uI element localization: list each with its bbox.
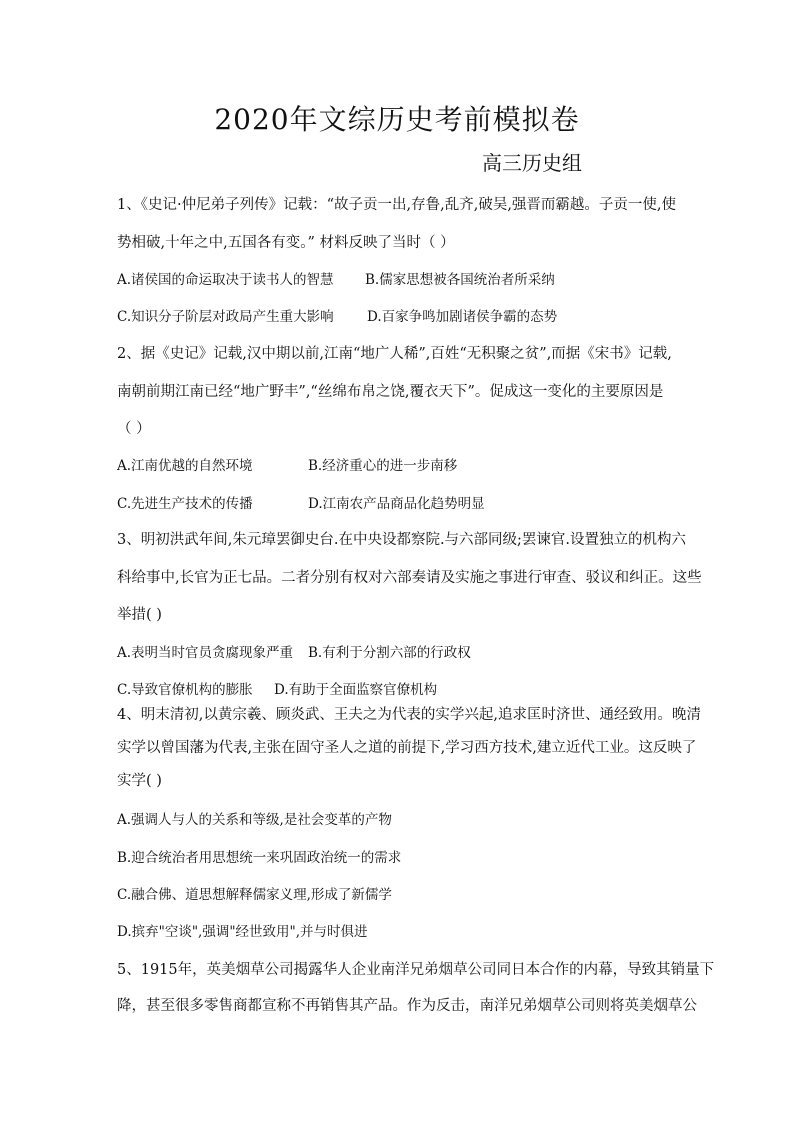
question-2-line-3: （ ） (117, 421, 151, 437)
question-2-option-b: B.经济重心的进一步南移 (308, 458, 458, 474)
question-4-option-b: B.迎合统治者用思想统一来巩固政治统一的需求 (117, 850, 402, 866)
question-4-line-3: 实学( ) (117, 773, 162, 789)
question-4-line-2: 实学以曾国藩为代表,主张在固守圣人之道的前提下,学习西方技术,建立近代工业。这反映了 (117, 740, 697, 756)
question-4-option-a: A.强调人与人的关系和等级,是社会变革的产物 (117, 812, 392, 828)
page-title: 2020年文综历史考前模拟卷 (214, 103, 580, 136)
question-4-option-d: D.摈弃"空谈",强调"经世致用",并与时俱进 (117, 924, 368, 940)
question-5-line-2: 降，甚至很多零售商都宣称不再销售其产品。作为反击，南洋兄弟烟草公司则将英美烟草公 (117, 998, 697, 1014)
question-2-line-2: 南朝前期江南已经“地广野丰”,“丝绵布帛之饶,覆衣天下”。促成这一变化的主要原因是 (117, 384, 664, 400)
question-1-line-1: 1、《史记·仲尼弟子列传》记载：“故子贡一出,存鲁,乱齐,破吴,强晋而霸越。子贡一使,使 (117, 197, 677, 213)
question-3-option-a: A.表明当时官员贪腐现象严重 (117, 645, 294, 661)
question-2-option-d: D.江南农产品商品化趋势明显 (308, 496, 485, 512)
question-3-line-3: 举措( ) (117, 607, 162, 623)
question-3-option-b: B.有利于分割六部的行政权 (308, 645, 471, 661)
question-1-line-2: 势相破,十年之中,五国各有变。” 材料反映了当时（ ） (117, 235, 455, 251)
question-4-option-c: C.融合佛、道思想解释儒家义理,形成了新儒学 (117, 887, 392, 903)
question-2-option-a: A.江南优越的自然环境 (117, 458, 253, 474)
question-3-option-c: C.导致官僚机构的膨胀 (117, 682, 253, 698)
question-1-option-c: C.知识分子阶层对政局产生重大影响 (117, 309, 334, 325)
question-2-option-c: C.先进生产技术的传播 (117, 496, 253, 512)
question-5-line-1: 5、1915年，英美烟草公司揭露华人企业南洋兄弟烟草公司同日本合作的内幕，导致其销量下 (117, 962, 715, 978)
question-2-line-1: 2、据《史记》记载,汉中期以前,江南“地广人稀”,百姓“无积聚之贫”,而据《宋书》记载, (117, 346, 672, 362)
question-1-option-a: A.诸侯国的命运取决于读书人的智慧 (117, 272, 334, 288)
question-4-line-1: 4、明末清初,以黄宗羲、顾炎武、王夫之为代表的实学兴起,追求匡时济世、通经致用。晚清 (117, 707, 701, 723)
question-3-option-d: D.有助于全面监察官僚机构 (274, 682, 438, 698)
question-1-option-b: B.儒家思想被各国统治者所采纳 (365, 272, 555, 288)
question-1-option-d: D.百家争鸣加剧诸侯争霸的态势 (367, 309, 558, 325)
question-3-line-1: 3、明初洪武年间,朱元璋罢御史台.在中央设都察院.与六部同级;罢谏官.设置独立的机构六 (117, 532, 687, 548)
question-3-line-2: 科给事中,长官为正七品。二者分别有权对六部奏请及实施之事进行审查、驳议和纠正。这些 (117, 570, 702, 586)
page-subtitle: 高三历史组 (482, 151, 582, 175)
